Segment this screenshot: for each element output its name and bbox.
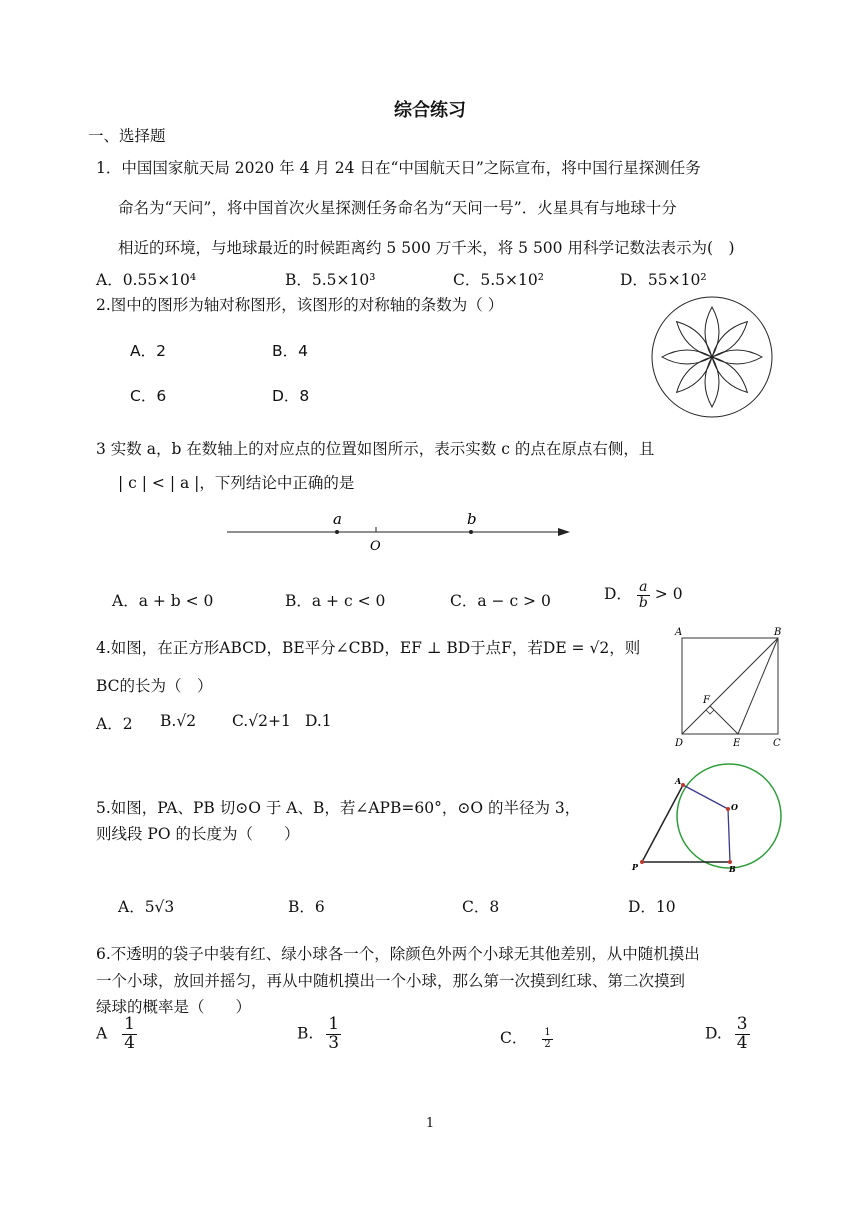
q1-option-d: D．55×10² xyxy=(620,271,707,289)
q6-option-c-label: C． xyxy=(500,1029,528,1047)
q4-line2: BC的长为（ ） xyxy=(96,677,213,695)
q1-line3: 相近的环境，与地球最近的时候距离约 5 500 万千米，将 5 500 用科学记数法表示为( ) xyxy=(118,239,735,257)
q6-option-d-fraction xyxy=(735,1016,750,1053)
q6-option-b-num: 1 xyxy=(328,1014,340,1034)
q6-option-d xyxy=(705,1016,750,1053)
origin-label: O xyxy=(370,539,381,554)
label-A: A xyxy=(675,776,682,786)
q6-option-a-fraction xyxy=(122,1016,137,1053)
label-B: B xyxy=(774,627,782,638)
q6-option-c-den: 2 xyxy=(544,1038,551,1050)
q3-option-d-fraction xyxy=(637,580,650,610)
q6-option-a-den: 4 xyxy=(124,1032,135,1053)
q3-option-a: A．a + b < 0 xyxy=(112,592,214,610)
label-P: P xyxy=(632,862,639,872)
q6-option-b-den: 3 xyxy=(328,1032,340,1053)
q5-option-c: C．8 xyxy=(462,898,500,916)
q2-option-d: D．8 xyxy=(272,387,310,405)
page-number: 1 xyxy=(425,1116,435,1131)
number-line-figure xyxy=(225,508,575,554)
flower-figure xyxy=(650,295,774,419)
label-B: B xyxy=(729,864,736,874)
label-A: A xyxy=(675,627,683,638)
q6-option-c-fraction xyxy=(542,1028,552,1050)
q5-option-a: A．5√3 xyxy=(118,898,175,916)
q3-line2: | c | < | a |，下列结论中正确的是 xyxy=(118,474,355,492)
q3-option-d-num: a xyxy=(637,580,650,596)
q1-option-c: C．5.5×10² xyxy=(453,271,544,289)
q2-option-c: C．6 xyxy=(130,387,167,405)
q1-option-a: A．0.55×10⁴ xyxy=(96,271,197,289)
q4-option-d: D.1 xyxy=(305,712,332,730)
q6-line3: 绿球的概率是（ ） xyxy=(96,998,252,1016)
q1-line2: 命名为“天问”，将中国首次火星探测任务命名为“天问一号”．火星具有与地球十分 xyxy=(118,199,677,217)
label-D: D xyxy=(675,738,684,749)
q4-option-b: B.√2 xyxy=(160,712,197,730)
q1-line1: 1．中国国家航天局 2020 年 4 月 24 日在“中国航天日”之际宣布，将中国行星探测任务 xyxy=(96,159,701,177)
q5-option-b: B．6 xyxy=(288,898,325,916)
label-C: C xyxy=(773,738,781,749)
q6-line2: 一个小球，放回并摇匀，再从中随机摸出一个小球，那么第一次摸到红球、第二次摸到 xyxy=(96,972,686,990)
q6-option-a-num: 1 xyxy=(124,1014,135,1034)
q1-option-b: B．5.5×10³ xyxy=(285,271,376,289)
q6-option-c-num: 1 xyxy=(544,1027,551,1038)
q5-option-d: D．10 xyxy=(628,898,676,916)
q4-option-c: C.√2+1 xyxy=(232,712,291,730)
q6-option-c xyxy=(500,1026,553,1050)
label-O: O xyxy=(731,802,738,812)
page-title: 综合练习 xyxy=(394,100,466,121)
q3-option-c: C．a − c > 0 xyxy=(450,592,551,610)
q4-option-a: A．2 xyxy=(96,715,133,733)
point-b-label: b xyxy=(467,510,477,528)
q6-option-a-label: A xyxy=(96,1024,108,1043)
q6-option-b xyxy=(297,1016,341,1053)
q3-option-b: B．a + c < 0 xyxy=(285,592,386,610)
q2-text: 2.图中的图形为轴对称图形，该图形的对称轴的条数为（ ） xyxy=(96,296,504,314)
q6-option-d-label: D. xyxy=(705,1024,722,1043)
q6-option-d-num: 3 xyxy=(736,1014,748,1034)
q5-line2: 则线段 PO 的长度为（ ） xyxy=(96,825,300,843)
q3-option-d-den: b xyxy=(638,594,648,611)
q6-option-b-fraction xyxy=(326,1016,341,1053)
q3-option-d-label: D． xyxy=(604,585,632,604)
q6-option-a xyxy=(96,1016,137,1053)
square-figure xyxy=(672,624,792,752)
q6-option-b-label: B. xyxy=(297,1024,314,1043)
q4-line1: 4.如图，在正方形ABCD，BE平分∠CBD，EF ⊥ BD于点F，若DE = √2，则 xyxy=(96,639,641,657)
q5-line1: 5.如图，PA、PB 切⊙O 于 A、B，若∠APB=60°，⊙O 的半径为 3， xyxy=(96,799,581,817)
q3-option-d-rest: > 0 xyxy=(654,585,683,604)
q2-option-b: B．4 xyxy=(272,342,308,360)
tangent-circle-figure xyxy=(628,760,788,880)
section-heading: 一、选择题 xyxy=(88,127,166,145)
q3-option-d xyxy=(604,580,683,610)
q2-option-a: A．2 xyxy=(130,342,166,360)
label-F: F xyxy=(703,695,710,706)
q6-line1: 6.不透明的袋子中装有红、绿小球各一个，除颜色外两个小球无其他差别，从中随机摸出 xyxy=(96,945,700,963)
q6-option-d-den: 4 xyxy=(736,1032,748,1053)
label-E: E xyxy=(733,738,741,749)
q3-line1: 3 实数 a，b 在数轴上的对应点的位置如图所示，表示实数 c 的点在原点右侧，且 xyxy=(96,440,655,458)
point-a-label: a xyxy=(333,510,342,528)
